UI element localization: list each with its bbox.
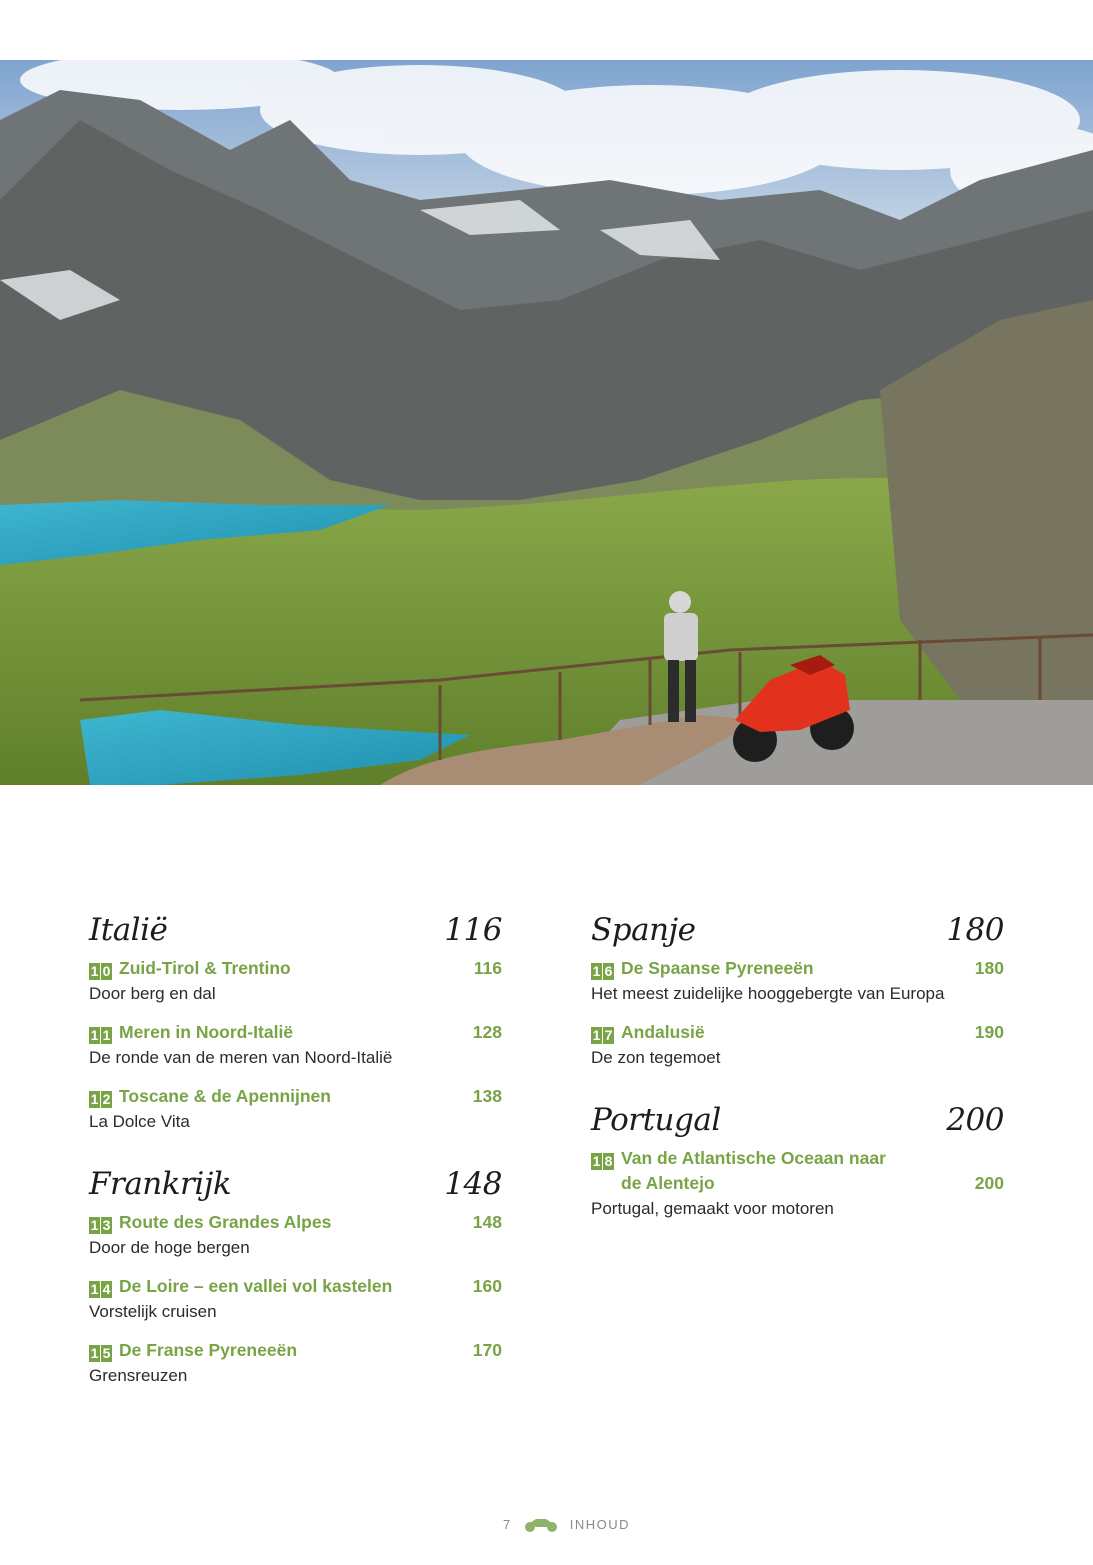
- toc-entry[interactable]: [89, 1020, 502, 1070]
- route-subtitle: Portugal, gemaakt voor motoren: [591, 1199, 834, 1218]
- route-title-continued: de Alentejo: [621, 1173, 715, 1193]
- route-page-number: 180: [974, 958, 1004, 978]
- route-number-badge: 1 0: [90, 963, 111, 979]
- country-name: Italië: [89, 912, 168, 948]
- toc-entry[interactable]: [591, 1146, 1004, 1221]
- route-number-badge: 1 1: [90, 1027, 111, 1043]
- route-title: Meren in Noord-Italië: [119, 1022, 294, 1042]
- route-subtitle: De ronde van de meren van Noord-Italië: [89, 1048, 393, 1067]
- country-page-number: 180: [946, 912, 1004, 948]
- toc-entry[interactable]: [89, 1274, 502, 1324]
- toc-right-column: [591, 912, 1004, 1235]
- country-page-number: 200: [946, 1102, 1004, 1138]
- route-title: Zuid-Tirol & Trentino: [119, 958, 291, 978]
- route-page-number: 138: [472, 1086, 502, 1106]
- route-subtitle: La Dolce Vita: [89, 1112, 190, 1131]
- route-title: Andalusië: [621, 1022, 705, 1042]
- route-number-badge: 1 8: [592, 1153, 613, 1169]
- toc-left-column: [89, 912, 502, 1402]
- country-page-number: 116: [444, 912, 502, 948]
- route-page-number: 200: [974, 1173, 1004, 1193]
- hero-photo: [0, 60, 1093, 785]
- country-name: Frankrijk: [89, 1166, 232, 1202]
- toc-entry[interactable]: [591, 956, 1004, 1006]
- toc-entry[interactable]: [89, 956, 502, 1006]
- country-name: Portugal: [591, 1102, 721, 1138]
- route-page-number: 190: [974, 1022, 1004, 1042]
- motorcycle-icon: [522, 1515, 560, 1533]
- route-title: Toscane & de Apennijnen: [119, 1086, 331, 1106]
- country-name: Spanje: [591, 912, 696, 948]
- route-title: Route des Grandes Alpes: [119, 1212, 332, 1232]
- route-page-number: 116: [473, 958, 502, 978]
- route-subtitle: Door berg en dal: [89, 984, 216, 1003]
- country-heading: [89, 912, 502, 948]
- route-number-badge: 1 6: [592, 963, 613, 979]
- route-number-badge: 1 5: [90, 1345, 111, 1361]
- page-footer: [0, 1515, 1093, 1533]
- toc-entry[interactable]: [89, 1084, 502, 1134]
- route-subtitle: Grensreuzen: [89, 1366, 188, 1385]
- country-heading: [591, 1102, 1004, 1138]
- route-number-badge: 1 3: [90, 1217, 111, 1233]
- route-subtitle: Vorstelijk cruisen: [89, 1302, 217, 1321]
- section-label: INHOUD: [569, 1516, 630, 1532]
- route-page-number: 148: [472, 1212, 502, 1232]
- route-subtitle: Door de hoge bergen: [89, 1238, 250, 1257]
- route-page-number: 128: [472, 1022, 502, 1042]
- route-title: Van de Atlantische Oceaan naar: [621, 1148, 886, 1168]
- route-title: De Franse Pyreneeën: [119, 1340, 298, 1360]
- route-number-badge: 1 2: [90, 1091, 111, 1107]
- page-number: 7: [502, 1516, 512, 1532]
- route-number-badge: 1 7: [592, 1027, 613, 1043]
- route-title: De Spaanse Pyreneeën: [621, 958, 814, 978]
- route-subtitle: Het meest zuidelijke hooggebergte van Europa: [591, 984, 945, 1003]
- route-number-badge: 1 4: [90, 1281, 111, 1297]
- mountain-landscape-illustration: [0, 60, 1093, 785]
- route-page-number: 160: [472, 1276, 502, 1296]
- toc-entry[interactable]: [89, 1338, 502, 1388]
- route-page-number: 170: [472, 1340, 502, 1360]
- country-heading: [89, 1166, 502, 1202]
- route-subtitle: De zon tegemoet: [591, 1048, 721, 1067]
- toc-entry[interactable]: [89, 1210, 502, 1260]
- country-page-number: 148: [444, 1166, 502, 1202]
- route-title: De Loire – een vallei vol kastelen: [119, 1276, 393, 1296]
- country-heading: [591, 912, 1004, 948]
- toc-entry[interactable]: [591, 1020, 1004, 1070]
